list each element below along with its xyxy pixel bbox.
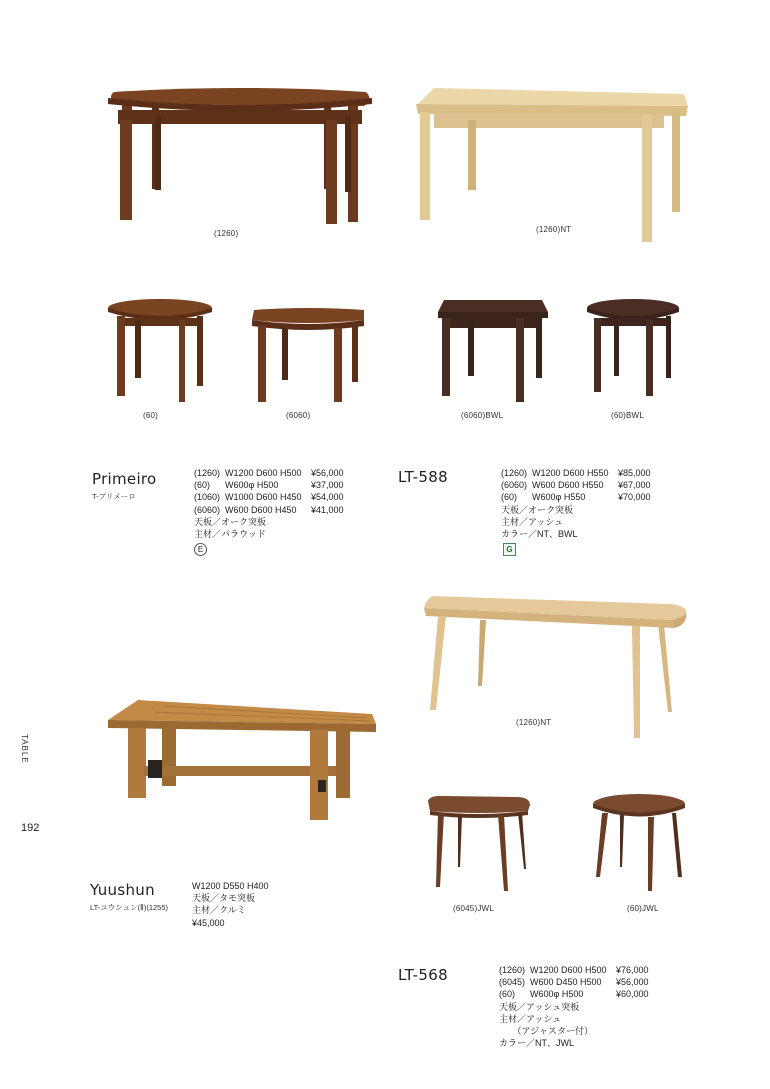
material-note: 天板／オーク突板: [194, 516, 267, 527]
yuushun-product-name: Yuushun: [90, 881, 155, 899]
material-note: 主材／クルミ: [192, 905, 246, 916]
spec-row: (1260) W1200 D600 H550 ¥85,000: [501, 468, 651, 478]
yuushun-product-code: LT-ユウシュン(Ⅱ)(1255): [90, 903, 168, 912]
size-line: W1200 D550 H400: [192, 881, 269, 891]
lt588-6060bwl-table-image: [434, 298, 552, 406]
caption-lt568-6045jwl: (6045)JWL: [453, 904, 494, 913]
spec-row: (6060) W600 D600 H550 ¥67,000: [501, 480, 651, 491]
material-note: 天板／タモ突板: [192, 893, 256, 904]
material-note: 天板／アッシュ突板: [499, 1001, 580, 1012]
lt588-60bwl-table-image: [584, 298, 682, 400]
spec-row: (6045) W600 D450 H500 ¥56,000: [499, 977, 649, 988]
grade-e-badge: E: [194, 543, 207, 556]
spec-row: (1260) W1200 D600 H500 ¥56,000: [194, 468, 344, 478]
primeiro-60-table-image: [105, 298, 215, 406]
lt568-60jwl-table-image: [590, 793, 688, 893]
color-note: カラー／NT、BWL: [501, 529, 578, 540]
spec-row: (1260) W1200 D600 H500 ¥76,000: [499, 965, 649, 975]
caption-primeiro-60: (60): [143, 411, 159, 420]
spec-row: (60) W600φ H500 ¥60,000: [499, 989, 649, 1000]
caption-lt568-1260nt: (1260)NT: [516, 718, 552, 727]
material-note: 天板／オーク突板: [501, 504, 574, 515]
lt568-1260nt-table-image: [418, 594, 690, 744]
spec-row: (1060) W1000 D600 H450 ¥54,000: [194, 492, 344, 503]
page-number: 192: [21, 822, 40, 834]
lt588-1260nt-table-image: [410, 82, 695, 247]
lt588-spec-list: [501, 467, 651, 540]
section-side-label: TABLE: [20, 734, 29, 764]
lt568-product-name: LT-568: [398, 966, 448, 984]
caption-lt568-60jwl: (60)JWL: [627, 904, 659, 913]
primeiro-1260-table-image: [100, 82, 380, 232]
price: ¥45,000: [192, 917, 225, 928]
yuushun-spec-list: [192, 880, 269, 929]
yuushun-table-image: [104, 698, 382, 824]
caption-primeiro-6060: (6060): [286, 411, 311, 420]
adjuster-note: （アジャスター付）: [499, 1026, 593, 1037]
primeiro-product-code: T-プリメーロ: [92, 492, 136, 501]
material-note: 主材／パラウッド: [194, 529, 266, 540]
material-note: 主材／アッシュ: [501, 516, 564, 527]
material-note: 主材／アッシュ: [499, 1013, 562, 1024]
caption-lt588-60bwl: (60)BWL: [611, 411, 644, 420]
lt588-product-name: LT-588: [398, 468, 448, 486]
spec-row: (60) W600φ H500 ¥37,000: [194, 480, 344, 491]
spec-row: (6060) W600 D600 H450 ¥41,000: [194, 504, 344, 515]
lt568-spec-list: [499, 964, 649, 1049]
primeiro-6060-table-image: [248, 306, 368, 406]
grade-g-badge: G: [503, 543, 516, 556]
primeiro-spec-list: [194, 467, 344, 540]
lt568-6045jwl-table-image: [424, 795, 534, 895]
caption-lt588-6060bwl: (6060)BWL: [461, 411, 504, 420]
caption-lt588-1260nt: (1260)NT: [536, 225, 572, 234]
color-note: カラー／NT、JWL: [499, 1038, 574, 1049]
spec-row: (60) W600φ H550 ¥70,000: [501, 492, 651, 503]
caption-primeiro-1260: (1260): [214, 229, 239, 238]
primeiro-product-name: Primeiro: [92, 470, 157, 488]
